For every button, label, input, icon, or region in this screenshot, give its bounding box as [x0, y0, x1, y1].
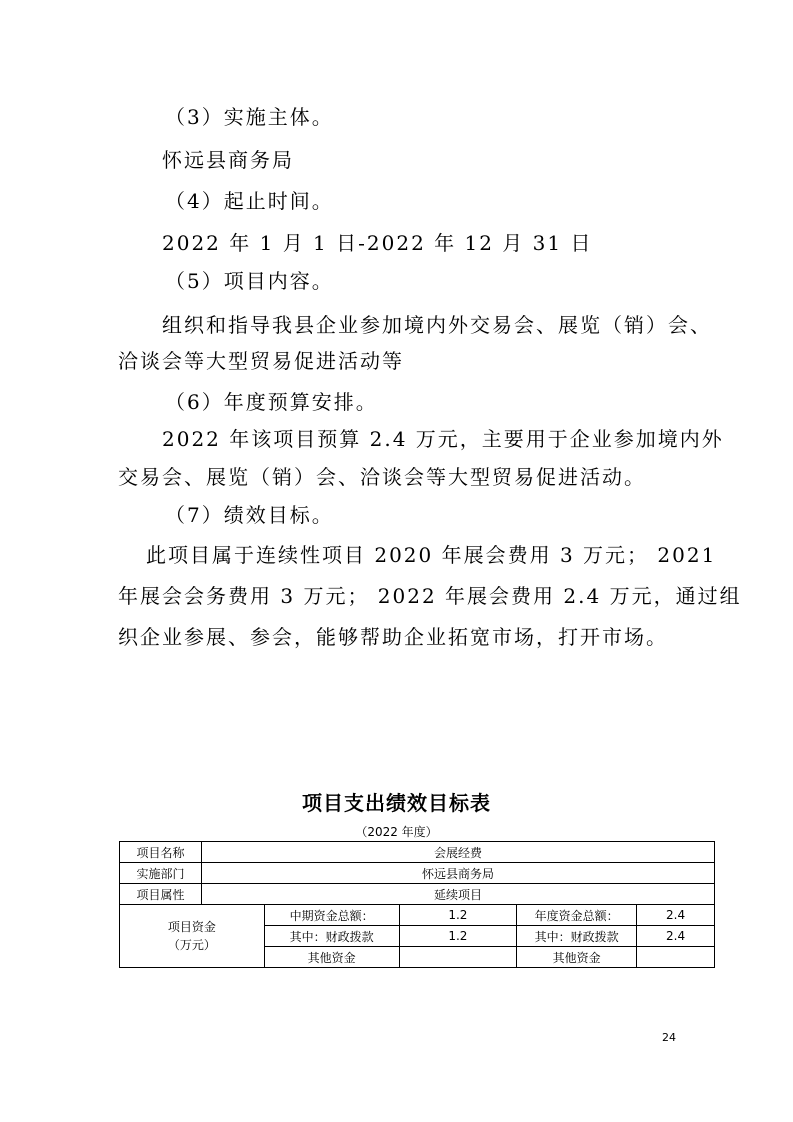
- table-title: 项目支出绩效目标表: [302, 791, 491, 815]
- midterm-total-value: 1.2: [399, 905, 517, 926]
- midterm-other-label: 其他资金: [264, 947, 399, 968]
- paragraph-line: 此项目属于连续性项目 2020 年展会费用 3 万元； 2021: [146, 543, 717, 567]
- annual-total-label: 年度资金总额：: [517, 905, 637, 926]
- project-name-value: 会展经费: [201, 842, 714, 863]
- paragraph-line: （5）项目内容。: [165, 269, 334, 293]
- paragraph-line: 织企业参展、参会，能够帮助企业拓宽市场，打开市场。: [118, 625, 668, 649]
- project-name-label: 项目名称: [120, 842, 202, 863]
- paragraph-line: （4）起止时间。: [165, 189, 334, 213]
- year-note: （2022 年度）: [355, 825, 438, 839]
- annual-total-value: 2.4: [637, 905, 715, 926]
- table-row: [120, 863, 715, 884]
- funds-label-line2: （万元）: [167, 938, 216, 952]
- department-value: 怀远县商务局: [201, 863, 714, 884]
- performance-target-table: [119, 841, 715, 968]
- midterm-fiscal-value: 1.2: [399, 926, 517, 947]
- annual-other-value: [637, 947, 715, 968]
- paragraph-line: （6）年度预算安排。: [165, 390, 378, 414]
- midterm-fiscal-label: 其中：财政拨款: [264, 926, 399, 947]
- paragraph-line: 2022 年该项目预算 2.4 万元，主要用于企业参加境内外: [162, 427, 724, 451]
- annual-fiscal-label: 其中：财政拨款: [517, 926, 637, 947]
- annual-other-label: 其他资金: [517, 947, 637, 968]
- paragraph-line: 2022 年 1 月 1 日-2022 年 12 月 31 日: [162, 231, 593, 255]
- paragraph-line: 年展会会务费用 3 万元； 2022 年展会费用 2.4 万元，通过组: [118, 584, 742, 608]
- paragraph-line: （7）绩效目标。: [165, 503, 334, 527]
- table-row: [120, 842, 715, 863]
- attribute-label: 项目属性: [120, 884, 202, 905]
- midterm-total-label: 中期资金总额：: [264, 905, 399, 926]
- annual-fiscal-value: 2.4: [637, 926, 715, 947]
- funds-label-line1: 项目资金: [167, 920, 216, 934]
- paragraph-line: （3）实施主体。: [165, 105, 334, 129]
- table-row: [120, 905, 715, 926]
- page-number: 24: [662, 1031, 676, 1044]
- paragraph-line: 怀远县商务局: [162, 148, 294, 172]
- department-label: 实施部门: [120, 863, 202, 884]
- paragraph-line: 组织和指导我县企业参加境内外交易会、展览（销）会、: [162, 313, 712, 337]
- attribute-value: 延续项目: [201, 884, 714, 905]
- funds-label: [120, 905, 265, 968]
- paragraph-line: 交易会、展览（销）会、洽谈会等大型贸易促进活动。: [118, 465, 646, 489]
- midterm-other-value: [399, 947, 517, 968]
- table-row: [120, 884, 715, 905]
- paragraph-line: 洽谈会等大型贸易促进活动等: [118, 349, 404, 373]
